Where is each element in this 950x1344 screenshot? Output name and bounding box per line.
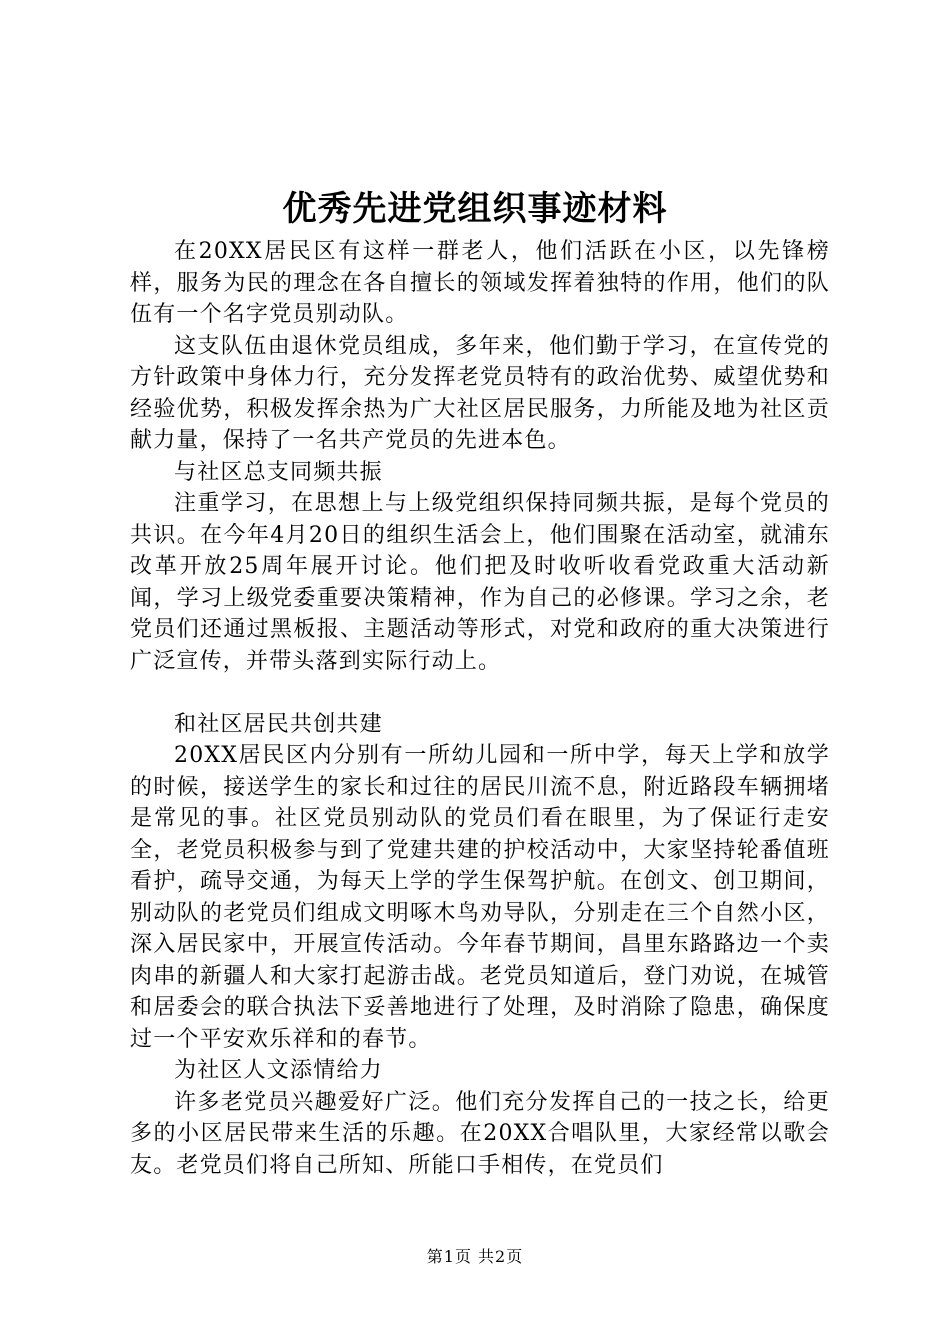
document-title: 优秀先进党组织事迹材料 [282,189,668,229]
paragraph-intro: 在20XX居民区有这样一群老人，他们活跃在小区，以先锋榜样，服务为民的理念在各自擅长的领域发挥着独特的作用，他们的队伍有一个名字党员别动队。 [130,239,830,327]
blank-line [130,677,830,709]
paragraph-study: 注重学习，在思想上与上级党组织保持同频共振，是每个党员的共识。在今年4月20日的组织生活会上，他们围聚在活动室，就浦东改革开放25周年展开讨论。他们把及时收听收看党政重大活动新闻，学习上级党委重要决策精神，作为自己的必修课。学习之余，老党员们还通过黑板报、主题活动等形式，对党和政府的重大决策进行广泛宣传，并带头落到实际行动上。 [130,491,830,674]
paragraph-school-safety: 20XX居民区内分别有一所幼儿园和一所中学，每天上学和放学的时候，接送学生的家长和过往的居民川流不息，附近路段车辆拥堵是常见的事。社区党员别动队的党员们看在眼里，为了保证行走安全，老党员积极参与到了党建共建的护校活动中，大家坚持轮番值班看护，疏导交通，为每天上学的学生保驾护航。在创文、创卫期间，别动队的老党员们组成文明啄木鸟劝导队，分别走在三个自然小区，深入居民家中，开展宣传活动。今年春节期间，昌里东路路边一个卖肉串的新疆人和大家打起游击战。老党员知道后，登门劝说，在城管和居委会的联合执法下妥善地进行了处理，及时消除了隐患，确保度过一个平安欢乐祥和的春节。 [130,743,830,1052]
paragraph-hobbies: 许多老党员兴趣爱好广泛。他们充分发挥自己的一技之长，给更多的小区居民带来生活的乐趣。在20XX合唱队里，大家经常以歌会友。老党员们将自己所知、所能口手相传，在党员们 [130,1089,830,1178]
section-heading-resonance: 与社区总支同频共振 [174,459,383,485]
page-footer: 第1页 共2页 [426,1247,524,1266]
section-heading-culture: 为社区人文添情给力 [174,1058,383,1083]
paragraph-team: 这支队伍由退休党员组成，多年来，他们勤于学习，在宣传党的方针政策中身体力行，充分发挥老党员特有的政治优势、威望优势和经验优势，积极发挥余热为广大社区居民服务，力所能及地为社区贡献力量，保持了一名共产党员的先进本色。 [130,333,830,453]
document-body [130,236,830,1181]
section-heading-co-build: 和社区居民共创共建 [174,711,383,737]
